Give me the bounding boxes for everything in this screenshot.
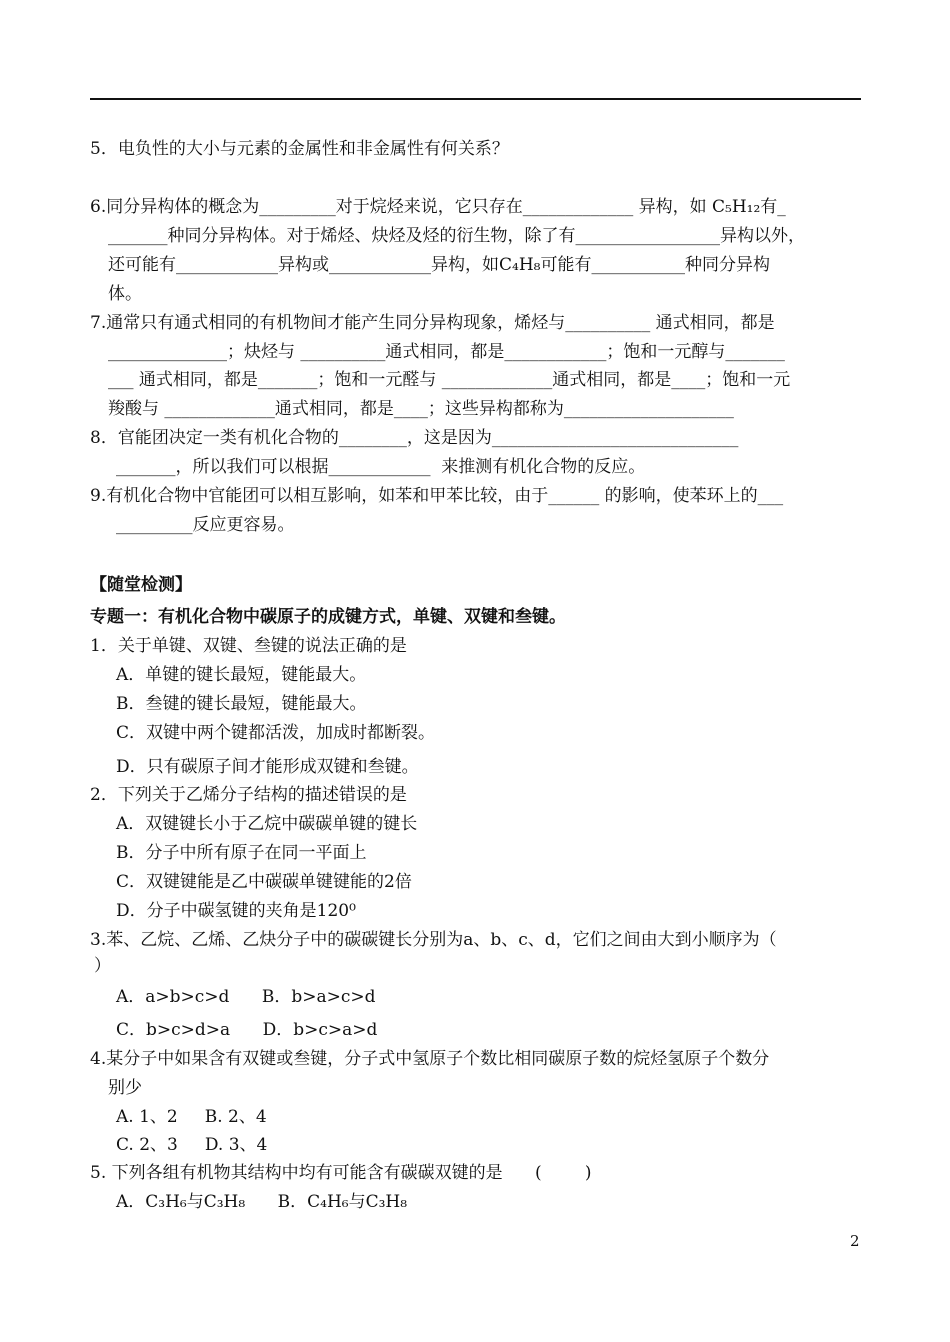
- problem-4-options-ab: A. 1、2 B. 2、4: [116, 1107, 267, 1127]
- header-rule: [90, 98, 861, 100]
- problem-3-line-1: 3.苯、乙烷、乙烯、乙炔分子中的碳碳键长分别为a、b、c、d，它们之间由大到小顺序为（: [90, 930, 777, 950]
- problem-1: 1．关于单键、双键、叁键的说法正确的是: [90, 636, 407, 656]
- question-7-line-2: ______________；炔烃与 __________通式相同，都是____________；饱和一元醇与_______: [108, 342, 785, 362]
- question-6-line-4: 体。: [108, 284, 142, 304]
- question-6-line-3: 还可能有____________异构或____________异构，如C₄H₈可能有___________种同分异构: [108, 255, 770, 275]
- problem-1-option-b: B．叁键的键长最短，键能最大。: [116, 694, 367, 714]
- question-7-line-3: ___ 通式相同，都是_______；饱和一元醛与 _____________通式相同，都是____；饱和一元: [108, 370, 791, 390]
- problem-5: 5. 下列各组有机物其结构中均有可能含有碳碳双键的是 ( ): [90, 1163, 592, 1183]
- question-6-line-1: 6.同分异构体的概念为_________对于烷烃来说，它只存在_____________ 异构，如 C₅H₁₂有_: [90, 197, 786, 217]
- problem-4-line-1: 4.某分子中如果含有双键或叁键，分子式中氢原子个数比相同碳原子数的烷烃氢原子个数分: [90, 1049, 770, 1069]
- problem-1-option-a: A．单键的键长最短，键能最大。: [116, 665, 367, 685]
- section-heading: 【随堂检测】: [90, 575, 192, 595]
- problem-2-option-c: C．双键键能是乙中碳碳单键键能的2倍: [116, 872, 412, 892]
- question-9-line-1: 9.有机化合物中官能团可以相互影响，如苯和甲苯比较，由于______ 的影响，使苯环上的___: [90, 486, 784, 506]
- page-number: 2: [850, 1232, 860, 1250]
- problem-3-line-2: ）: [94, 956, 111, 976]
- problem-2-option-b: B．分子中所有原子在同一平面上: [116, 843, 367, 863]
- problem-3-options-cd: C．b>c>d>a D．b>c>a>d: [116, 1020, 378, 1040]
- problem-2-option-a: A．双键键长小于乙烷中碳碳单键的键长: [116, 814, 418, 834]
- problem-3-options-ab: A．a>b>c>d B．b>a>c>d: [116, 987, 376, 1007]
- question-8-line-1: 8．官能团决定一类有机化合物的________，这是因为_____________________________: [90, 428, 739, 448]
- question-5: 5．电负性的大小与元素的金属性和非金属性有何关系？: [90, 139, 509, 159]
- problem-2-option-d: D．分子中碳氢键的夹角是120⁰: [116, 901, 356, 921]
- question-7-line-4: 羧酸与 _____________通式相同，都是____；这些异构都称为____________________: [108, 399, 734, 419]
- question-8-line-2: _______，所以我们可以根据____________ 来推测有机化合物的反应。: [116, 457, 646, 477]
- problem-4-options-cd: C. 2、3 D. 3、4: [116, 1135, 268, 1155]
- question-9-line-2: _________反应更容易。: [116, 515, 295, 535]
- problem-5-options-ab: A．C₃H₆与C₃H₈ B．C₄H₆与C₃H₈: [116, 1192, 408, 1212]
- problem-2: 2．下列关于乙烯分子结构的描述错误的是: [90, 785, 407, 805]
- topic-heading: 专题一：有机化合物中碳原子的成键方式，单键、双键和叁键。: [90, 607, 566, 627]
- problem-4-line-2: 别少: [108, 1078, 142, 1098]
- question-6-line-2: _______种同分异构体。对于烯烃、炔烃及烃的衍生物，除了有_________________异构以外，: [108, 226, 805, 246]
- question-7-line-1: 7.通常只有通式相同的有机物间才能产生同分异构现象，烯烃与__________ 通式相同，都是: [90, 313, 775, 333]
- problem-1-option-d: D．只有碳原子间才能形成双键和叁键。: [116, 757, 419, 777]
- problem-1-option-c: C．双键中两个键都活泼，加成时都断裂。: [116, 723, 436, 743]
